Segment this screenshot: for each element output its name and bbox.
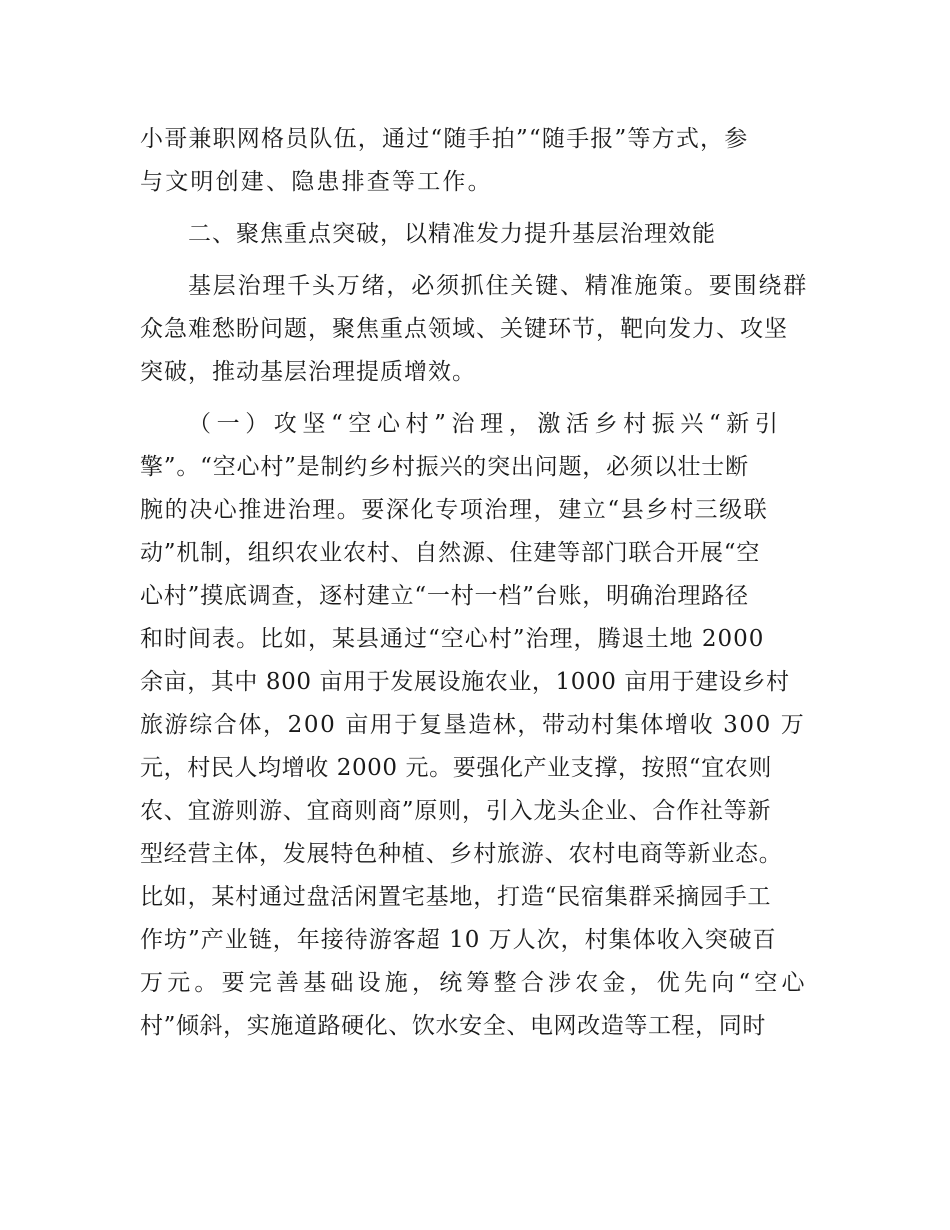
subsection-heading-text: （一）攻坚“空心村”治理，激活乡村振兴“新引 [188, 411, 784, 437]
section-heading [0, 214, 950, 254]
text-line [0, 576, 950, 616]
text-line [0, 662, 950, 702]
text-line-content: 万元。要完善基础设施，统筹整合涉农金，优先向“空心 [140, 970, 809, 996]
text-line [0, 748, 950, 788]
text-line [0, 963, 950, 1003]
text-line-content: 余亩，其中 800 亩用于发展设施农业，1000 亩用于建设乡村 [140, 669, 790, 695]
section-heading-text: 二、聚焦重点突破，以精准发力提升基层治理效能 [188, 221, 716, 247]
text-line [0, 119, 950, 159]
text-line-content: 动”机制，组织农业农村、自然源、住建等部门联合开展“空 [140, 540, 761, 566]
text-line [0, 834, 950, 874]
text-line-content: 突破，推动基层治理提质增效。 [140, 359, 476, 385]
text-line-content: 比如，某村通过盘活闲置宅基地，打造“民宿集群采摘园手工 [140, 884, 772, 910]
text-line [0, 619, 950, 659]
text-line [0, 162, 950, 202]
text-line [0, 352, 950, 392]
text-line [0, 920, 950, 960]
text-line [0, 1006, 950, 1046]
text-line-content: 和时间表。比如，某县通过“空心村”治理，腾退土地 2000 [140, 626, 765, 652]
text-line-content: 小哥兼职网格员队伍，通过“随手拍”“随手报”等方式，参 [140, 126, 749, 152]
text-line-content: 旅游综合体，200 亩用于复垦造林，带动村集体增收 300 万 [140, 712, 806, 738]
text-line [0, 705, 950, 745]
text-line [0, 266, 950, 306]
text-line-content: 与文明创建、隐患排查等工作。 [140, 169, 493, 195]
subsection-heading [0, 404, 950, 444]
text-line [0, 877, 950, 917]
text-line [0, 533, 950, 573]
text-line-content: 腕的决心推进治理。要深化专项治理，建立“县乡村三级联 [140, 497, 769, 523]
text-line [0, 447, 950, 487]
text-line-content: 心村”摸底调查，逐村建立“一村一档”台账，明确治理路径 [140, 583, 749, 609]
text-line-content: 村”倾斜，实施道路硬化、饮水安全、电网改造等工程，同时 [140, 1013, 766, 1039]
text-line-content: 众急难愁盼问题，聚焦重点领域、关键环节，靶向发力、攻坚 [140, 316, 788, 342]
text-line-content: 作坊”产业链，年接待游客超 10 万人次，村集体收入突破百 [140, 927, 777, 953]
text-line [0, 490, 950, 530]
text-line-content: 擎”。“空心村”是制约乡村振兴的突出问题，必须以壮士断 [140, 454, 749, 480]
text-line [0, 791, 950, 831]
text-line [0, 309, 950, 349]
text-line-content: 农、宜游则游、宜商则商”原则，引入龙头企业、合作社等新 [140, 798, 772, 824]
text-line-content: 基层治理千头万绪，必须抓住关键、精准施策。要围绕群 [188, 273, 808, 299]
text-line-content: 型经营主体，发展特色种植、乡村旅游、农村电商等新业态。 [140, 841, 783, 867]
text-line-content: 元，村民人均增收 2000 元。要强化产业支撑，按照“宜农则 [140, 755, 772, 781]
